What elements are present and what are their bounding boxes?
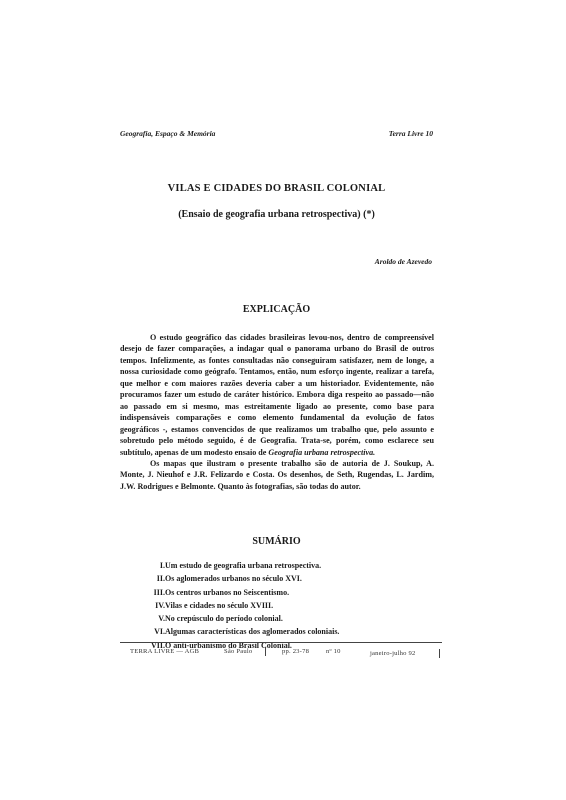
footer-city: São Paulo	[224, 648, 253, 655]
toc-item-number: IV.	[155, 600, 165, 610]
article-title: VILAS E CIDADES DO BRASIL COLONIAL	[167, 183, 386, 194]
explicacao-paragraph-2: Os mapas que ilustram o presente trabalho são de autoria de J. Soukup, A. Monte, J. Nieuhof e J.R. Felizardo e Costa. Os desenhos, de Seth, Rugendas, L. Jardim, J.W. Rodrigues e Belmonte. Quanto às fotografias, são todas do autor.	[120, 458, 434, 491]
page-footer	[120, 642, 442, 660]
toc-item-text: No crepúsculo do período colonial.	[165, 614, 283, 624]
toc-item-number: VI.	[154, 627, 165, 637]
running-header-left: Geografia, Espaço & Memória	[120, 129, 216, 138]
toc-item-text: Os centros urbanos no Seiscentismo.	[165, 587, 290, 597]
table-of-contents	[120, 559, 433, 652]
article-author: Aroldo de Azevedo	[374, 257, 432, 266]
footer-issue: nº 10	[326, 648, 341, 655]
toc-item-number: II.	[156, 574, 165, 584]
toc-item-number: III.	[153, 587, 165, 597]
toc-item-number: V.	[158, 614, 165, 624]
running-header-right: Terra Livre 10	[388, 129, 433, 138]
toc-item-text: Um estudo de geografia urbana retrospectiva.	[165, 561, 322, 570]
toc-item	[120, 625, 433, 638]
section-heading-sumario: SUMÁRIO	[252, 536, 301, 547]
article-subtitle: (Ensaio de geografia urbana retrospectiva) (*)	[178, 209, 375, 220]
toc-item	[120, 586, 433, 599]
toc-item-text: Os aglomerados urbanos no século XVI.	[165, 574, 302, 584]
footer-journal: TERRA LIVRE — AGB	[130, 648, 200, 655]
toc-item-number: I.	[159, 561, 165, 570]
toc-item-number: VII.	[150, 640, 165, 650]
paragraph-1-italic: Geografia urbana retrospectiva.	[268, 447, 376, 457]
footer-pages: pp. 23-78	[282, 648, 310, 655]
toc-item-text: Vilas e cidades no século XVIII.	[165, 600, 274, 610]
footer-separator	[265, 647, 266, 656]
explicacao-paragraph-1	[120, 332, 434, 458]
paragraph-1-text: O estudo geográfico das cidades brasileiras levou-nos, dentro de compreensível desejo de fazer comparações, a indagar qual o panorama urbano do Brasil de outros tempos. Infelizmente, as fontes consultadas não conseguiram satisfazer, nem de longe, a nossa curiosidade como geógrafo. Tentamos, então, num esforço ingente, realizar a tarefa, que melhor e com maiores razões deveria caber a um historiador. Evidentemente, não procuramos fazer um estudo de caráter histórico. Embora diga respeito ao passado—não ao passado em si mesmo, mas estreitamente ligado ao presente, como base para indispensáveis comparações e como elemento fundamental da evolução de fatos geográficos -, estamos convencidos de que realizamos um trabalho que, pelo assunto e sobretudo pelo método seguido, é de Geografia. Trata-se, porém, como esclarece seu subtítulo, apenas de um modesto ensaio de	[120, 333, 434, 457]
explicacao-body	[120, 332, 434, 492]
toc-item	[120, 599, 433, 612]
toc-item	[120, 612, 433, 625]
footer-separator	[439, 649, 440, 658]
toc-item-text: O anti-urbanismo do Brasil Colonial.	[165, 640, 292, 650]
toc-item	[120, 559, 433, 572]
section-heading-explicacao: EXPLICAÇÃO	[242, 304, 311, 315]
footer-date: janeiro-julho 92	[370, 650, 416, 657]
toc-item-text: Algumas características dos aglomerados coloniais.	[165, 627, 340, 637]
footer-rule	[120, 642, 442, 643]
toc-item	[120, 572, 433, 585]
